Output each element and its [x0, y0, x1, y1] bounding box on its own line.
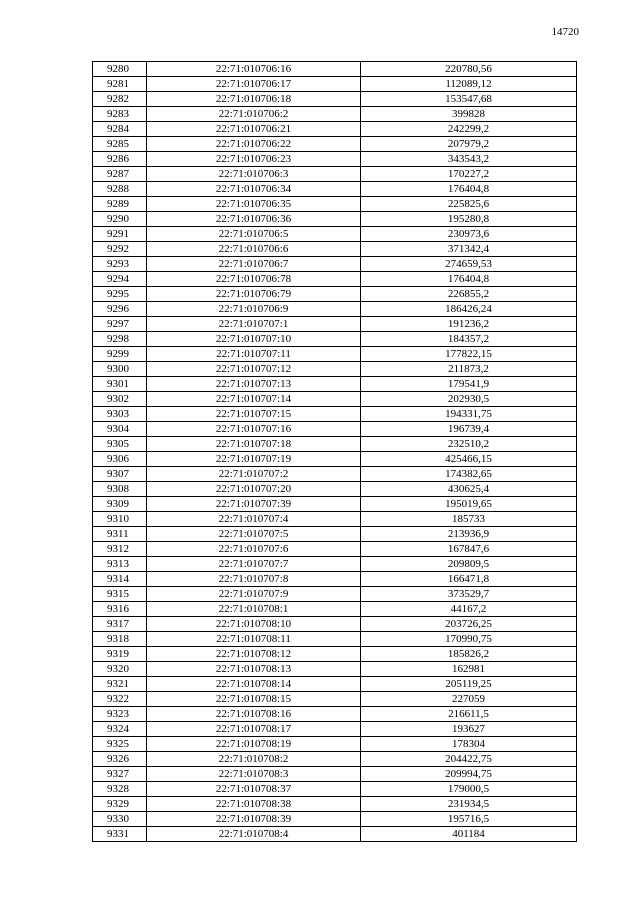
table-row [93, 482, 577, 497]
table-row [93, 107, 577, 122]
cadastral-number-cell: 22:71:010706:16 [147, 62, 361, 77]
table-row [93, 512, 577, 527]
row-number-cell: 9292 [93, 242, 147, 257]
table-row [93, 542, 577, 557]
value-cell: 112089,12 [361, 77, 577, 92]
row-number-cell: 9303 [93, 407, 147, 422]
row-number-cell: 9313 [93, 557, 147, 572]
row-number-cell: 9327 [93, 767, 147, 782]
cadastral-number-cell: 22:71:010707:16 [147, 422, 361, 437]
value-cell: 274659,53 [361, 257, 577, 272]
value-cell: 186426,24 [361, 302, 577, 317]
cadastral-number-cell: 22:71:010708:11 [147, 632, 361, 647]
value-cell: 195280,8 [361, 212, 577, 227]
value-cell: 177822,15 [361, 347, 577, 362]
data-table [92, 61, 577, 842]
row-number-cell: 9302 [93, 392, 147, 407]
table-row [93, 197, 577, 212]
row-number-cell: 9294 [93, 272, 147, 287]
row-number-cell: 9318 [93, 632, 147, 647]
table-row [93, 767, 577, 782]
table-row [93, 572, 577, 587]
cadastral-number-cell: 22:71:010706:5 [147, 227, 361, 242]
cadastral-number-cell: 22:71:010708:17 [147, 722, 361, 737]
row-number-cell: 9312 [93, 542, 147, 557]
row-number-cell: 9304 [93, 422, 147, 437]
value-cell: 195019,65 [361, 497, 577, 512]
row-number-cell: 9288 [93, 182, 147, 197]
row-number-cell: 9309 [93, 497, 147, 512]
cadastral-number-cell: 22:71:010706:9 [147, 302, 361, 317]
row-number-cell: 9285 [93, 137, 147, 152]
value-cell: 213936,9 [361, 527, 577, 542]
value-cell: 203726,25 [361, 617, 577, 632]
table-row [93, 752, 577, 767]
table-row [93, 557, 577, 572]
value-cell: 227059 [361, 692, 577, 707]
value-cell: 430625,4 [361, 482, 577, 497]
table-row [93, 332, 577, 347]
table-row [93, 452, 577, 467]
cadastral-number-cell: 22:71:010708:3 [147, 767, 361, 782]
cadastral-number-cell: 22:71:010707:4 [147, 512, 361, 527]
value-cell: 185733 [361, 512, 577, 527]
table-row [93, 722, 577, 737]
table-row [93, 167, 577, 182]
cadastral-number-cell: 22:71:010707:39 [147, 497, 361, 512]
value-cell: 153547,68 [361, 92, 577, 107]
cadastral-number-cell: 22:71:010706:7 [147, 257, 361, 272]
cadastral-number-cell: 22:71:010706:3 [147, 167, 361, 182]
table-row [93, 227, 577, 242]
row-number-cell: 9328 [93, 782, 147, 797]
value-cell: 220780,56 [361, 62, 577, 77]
cadastral-number-cell: 22:71:010708:14 [147, 677, 361, 692]
value-cell: 343543,2 [361, 152, 577, 167]
table-row [93, 737, 577, 752]
table-row [93, 122, 577, 137]
row-number-cell: 9329 [93, 797, 147, 812]
row-number-cell: 9331 [93, 827, 147, 842]
cadastral-number-cell: 22:71:010707:5 [147, 527, 361, 542]
table-row [93, 272, 577, 287]
cadastral-number-cell: 22:71:010706:18 [147, 92, 361, 107]
value-cell: 204422,75 [361, 752, 577, 767]
row-number-cell: 9290 [93, 212, 147, 227]
row-number-cell: 9284 [93, 122, 147, 137]
row-number-cell: 9320 [93, 662, 147, 677]
cadastral-number-cell: 22:71:010706:6 [147, 242, 361, 257]
row-number-cell: 9315 [93, 587, 147, 602]
row-number-cell: 9301 [93, 377, 147, 392]
value-cell: 178304 [361, 737, 577, 752]
cadastral-number-cell: 22:71:010707:13 [147, 377, 361, 392]
value-cell: 373529,7 [361, 587, 577, 602]
table-row [93, 92, 577, 107]
table-row [93, 662, 577, 677]
table-row [93, 692, 577, 707]
row-number-cell: 9300 [93, 362, 147, 377]
row-number-cell: 9319 [93, 647, 147, 662]
value-cell: 401184 [361, 827, 577, 842]
table-row [93, 812, 577, 827]
cadastral-number-cell: 22:71:010706:17 [147, 77, 361, 92]
cadastral-number-cell: 22:71:010707:2 [147, 467, 361, 482]
row-number-cell: 9297 [93, 317, 147, 332]
table-row [93, 677, 577, 692]
cadastral-number-cell: 22:71:010708:4 [147, 827, 361, 842]
value-cell: 191236,2 [361, 317, 577, 332]
row-number-cell: 9322 [93, 692, 147, 707]
table-row [93, 647, 577, 662]
cadastral-number-cell: 22:71:010707:6 [147, 542, 361, 557]
value-cell: 174382,65 [361, 467, 577, 482]
row-number-cell: 9295 [93, 287, 147, 302]
table-row [93, 617, 577, 632]
table-row [93, 182, 577, 197]
value-cell: 231934,5 [361, 797, 577, 812]
table-row [93, 287, 577, 302]
value-cell: 225825,6 [361, 197, 577, 212]
value-cell: 179541,9 [361, 377, 577, 392]
page-number: 14720 [551, 26, 579, 38]
cadastral-number-cell: 22:71:010707:10 [147, 332, 361, 347]
table-row [93, 707, 577, 722]
table-row [93, 527, 577, 542]
table-row [93, 152, 577, 167]
cadastral-number-cell: 22:71:010708:13 [147, 662, 361, 677]
cadastral-number-cell: 22:71:010707:8 [147, 572, 361, 587]
table-row [93, 137, 577, 152]
cadastral-number-cell: 22:71:010708:15 [147, 692, 361, 707]
value-cell: 207979,2 [361, 137, 577, 152]
value-cell: 179000,5 [361, 782, 577, 797]
table-row [93, 242, 577, 257]
table-row [93, 497, 577, 512]
cadastral-number-cell: 22:71:010706:22 [147, 137, 361, 152]
cadastral-number-cell: 22:71:010707:20 [147, 482, 361, 497]
table-row [93, 362, 577, 377]
cadastral-number-cell: 22:71:010708:1 [147, 602, 361, 617]
table-row [93, 257, 577, 272]
cadastral-number-cell: 22:71:010708:12 [147, 647, 361, 662]
row-number-cell: 9291 [93, 227, 147, 242]
table-row [93, 212, 577, 227]
row-number-cell: 9314 [93, 572, 147, 587]
table-row [93, 377, 577, 392]
cadastral-number-cell: 22:71:010706:34 [147, 182, 361, 197]
row-number-cell: 9308 [93, 482, 147, 497]
cadastral-number-cell: 22:71:010708:2 [147, 752, 361, 767]
cadastral-number-cell: 22:71:010708:19 [147, 737, 361, 752]
cadastral-number-cell: 22:71:010707:12 [147, 362, 361, 377]
table-row [93, 407, 577, 422]
cadastral-number-cell: 22:71:010707:19 [147, 452, 361, 467]
cadastral-number-cell: 22:71:010706:36 [147, 212, 361, 227]
value-cell: 185826,2 [361, 647, 577, 662]
table-row [93, 602, 577, 617]
value-cell: 170227,2 [361, 167, 577, 182]
cadastral-number-cell: 22:71:010706:35 [147, 197, 361, 212]
row-number-cell: 9310 [93, 512, 147, 527]
row-number-cell: 9286 [93, 152, 147, 167]
row-number-cell: 9317 [93, 617, 147, 632]
cadastral-number-cell: 22:71:010706:79 [147, 287, 361, 302]
value-cell: 162981 [361, 662, 577, 677]
value-cell: 166471,8 [361, 572, 577, 587]
table-row [93, 422, 577, 437]
table-row [93, 782, 577, 797]
table-row [93, 302, 577, 317]
cadastral-number-cell: 22:71:010707:9 [147, 587, 361, 602]
row-number-cell: 9296 [93, 302, 147, 317]
row-number-cell: 9306 [93, 452, 147, 467]
cadastral-number-cell: 22:71:010707:15 [147, 407, 361, 422]
row-number-cell: 9298 [93, 332, 147, 347]
value-cell: 216611,5 [361, 707, 577, 722]
value-cell: 211873,2 [361, 362, 577, 377]
value-cell: 202930,5 [361, 392, 577, 407]
table-row [93, 797, 577, 812]
cadastral-number-cell: 22:71:010708:37 [147, 782, 361, 797]
row-number-cell: 9330 [93, 812, 147, 827]
value-cell: 230973,6 [361, 227, 577, 242]
table-row [93, 437, 577, 452]
cadastral-number-cell: 22:71:010707:1 [147, 317, 361, 332]
cadastral-number-cell: 22:71:010706:2 [147, 107, 361, 122]
table-row [93, 317, 577, 332]
cadastral-number-cell: 22:71:010707:14 [147, 392, 361, 407]
value-cell: 44167,2 [361, 602, 577, 617]
table-row [93, 827, 577, 842]
value-cell: 170990,75 [361, 632, 577, 647]
cadastral-number-cell: 22:71:010708:10 [147, 617, 361, 632]
cadastral-number-cell: 22:71:010707:11 [147, 347, 361, 362]
row-number-cell: 9282 [93, 92, 147, 107]
value-cell: 232510,2 [361, 437, 577, 452]
cadastral-number-cell: 22:71:010706:78 [147, 272, 361, 287]
value-cell: 193627 [361, 722, 577, 737]
row-number-cell: 9324 [93, 722, 147, 737]
value-cell: 196739,4 [361, 422, 577, 437]
value-cell: 205119,25 [361, 677, 577, 692]
cadastral-number-cell: 22:71:010706:21 [147, 122, 361, 137]
value-cell: 371342,4 [361, 242, 577, 257]
value-cell: 176404,8 [361, 182, 577, 197]
row-number-cell: 9305 [93, 437, 147, 452]
row-number-cell: 9323 [93, 707, 147, 722]
table-row [93, 77, 577, 92]
table-row [93, 467, 577, 482]
table-row [93, 587, 577, 602]
value-cell: 425466,15 [361, 452, 577, 467]
table-row [93, 62, 577, 77]
row-number-cell: 9316 [93, 602, 147, 617]
row-number-cell: 9311 [93, 527, 147, 542]
row-number-cell: 9280 [93, 62, 147, 77]
row-number-cell: 9325 [93, 737, 147, 752]
row-number-cell: 9287 [93, 167, 147, 182]
row-number-cell: 9289 [93, 197, 147, 212]
value-cell: 176404,8 [361, 272, 577, 287]
row-number-cell: 9293 [93, 257, 147, 272]
row-number-cell: 9281 [93, 77, 147, 92]
value-cell: 209809,5 [361, 557, 577, 572]
cadastral-number-cell: 22:71:010708:39 [147, 812, 361, 827]
cadastral-number-cell: 22:71:010708:16 [147, 707, 361, 722]
value-cell: 194331,75 [361, 407, 577, 422]
table-row [93, 632, 577, 647]
value-cell: 226855,2 [361, 287, 577, 302]
cadastral-number-cell: 22:71:010706:23 [147, 152, 361, 167]
row-number-cell: 9321 [93, 677, 147, 692]
cadastral-number-cell: 22:71:010707:18 [147, 437, 361, 452]
row-number-cell: 9326 [93, 752, 147, 767]
value-cell: 167847,6 [361, 542, 577, 557]
value-cell: 184357,2 [361, 332, 577, 347]
cadastral-number-cell: 22:71:010708:38 [147, 797, 361, 812]
table-row [93, 347, 577, 362]
table-row [93, 392, 577, 407]
value-cell: 209994,75 [361, 767, 577, 782]
row-number-cell: 9307 [93, 467, 147, 482]
value-cell: 195716,5 [361, 812, 577, 827]
value-cell: 242299,2 [361, 122, 577, 137]
value-cell: 399828 [361, 107, 577, 122]
row-number-cell: 9299 [93, 347, 147, 362]
cadastral-number-cell: 22:71:010707:7 [147, 557, 361, 572]
row-number-cell: 9283 [93, 107, 147, 122]
table-body [93, 62, 577, 842]
